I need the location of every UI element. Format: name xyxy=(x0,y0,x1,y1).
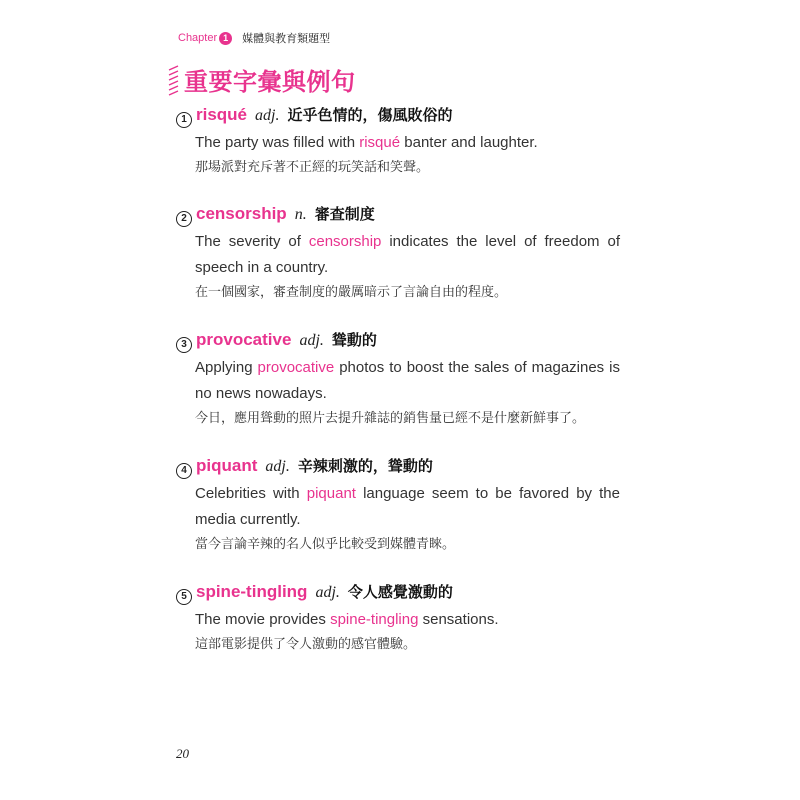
chinese-meaning: 令人感覺激動的 xyxy=(347,583,453,601)
page-number: 20 xyxy=(176,746,189,761)
vocab-entry xyxy=(176,203,620,304)
part-of-speech: adj. xyxy=(299,332,324,349)
part-of-speech: n. xyxy=(294,206,307,223)
part-of-speech: adj. xyxy=(315,584,340,601)
headword: spine-tingling xyxy=(196,582,308,601)
running-header xyxy=(178,30,330,46)
entry-number: 5 xyxy=(176,589,192,605)
entry-number: 4 xyxy=(176,463,192,479)
entry-headword-line xyxy=(176,104,620,128)
example-highlight: piquant xyxy=(306,485,356,502)
chapter-title: 媒體與教育類題型 xyxy=(242,32,331,45)
headword: risqué xyxy=(196,105,248,124)
example-translation: 今日，應用聳動的照片去提升雜誌的銷售量已經不是什麼新鮮事了。 xyxy=(195,411,586,426)
example-translation: 在一個國家，審查制度的嚴厲暗示了言論自由的程度。 xyxy=(195,285,508,300)
section-heading xyxy=(168,62,356,97)
vocab-entry xyxy=(176,104,620,179)
headword: provocative xyxy=(196,330,292,349)
example-sentence: The movie provides spine-tingling sensations. xyxy=(195,611,499,628)
section-title: 重要字彙與例句 xyxy=(184,68,356,96)
chinese-meaning: 審查制度 xyxy=(314,205,375,223)
entry-headword-line xyxy=(176,455,620,479)
entry-headword-line xyxy=(176,203,620,227)
example-highlight: spine-tingling xyxy=(330,611,419,628)
example-highlight: provocative xyxy=(257,359,335,376)
chapter-label: Chapter xyxy=(178,32,218,44)
part-of-speech: adj. xyxy=(255,107,280,124)
headword: censorship xyxy=(196,204,287,223)
example-highlight: censorship xyxy=(308,233,382,250)
chinese-meaning: 近乎色情的，傷風敗俗的 xyxy=(287,106,453,124)
example-sentence: Applying provocative photos to boost the sales of magazines is no news nowadays. xyxy=(195,359,620,402)
part-of-speech: adj. xyxy=(265,458,290,475)
example-translation: 當今言論辛辣的名人似乎比較受到媒體青睞。 xyxy=(195,537,456,552)
entry-number: 1 xyxy=(176,112,192,128)
vocab-entry xyxy=(176,329,620,430)
example-sentence: The severity of censorship indicates the level of freedom of speech in a country. xyxy=(195,233,620,276)
stripe-decoration-icon xyxy=(168,64,180,96)
example-sentence: Celebrities with piquant language seem to be favored by the media currently. xyxy=(195,485,620,528)
vocab-entry xyxy=(176,581,620,656)
entry-number: 2 xyxy=(176,211,192,227)
entry-headword-line xyxy=(176,329,620,353)
example-highlight: risqué xyxy=(359,134,401,151)
chapter-number-badge: 1 xyxy=(219,32,232,45)
chinese-meaning: 辛辣刺激的，聳動的 xyxy=(297,457,433,475)
chinese-meaning: 聳動的 xyxy=(331,331,377,349)
vocab-entry xyxy=(176,455,620,556)
example-sentence: The party was filled with risqué banter and laughter. xyxy=(195,134,538,151)
example-translation: 這部電影提供了令人激動的感官體驗。 xyxy=(195,637,417,652)
entry-headword-line xyxy=(176,581,620,605)
headword: piquant xyxy=(196,456,258,475)
example-translation: 那場派對充斥著不正經的玩笑話和笑聲。 xyxy=(195,160,430,175)
entry-number: 3 xyxy=(176,337,192,353)
